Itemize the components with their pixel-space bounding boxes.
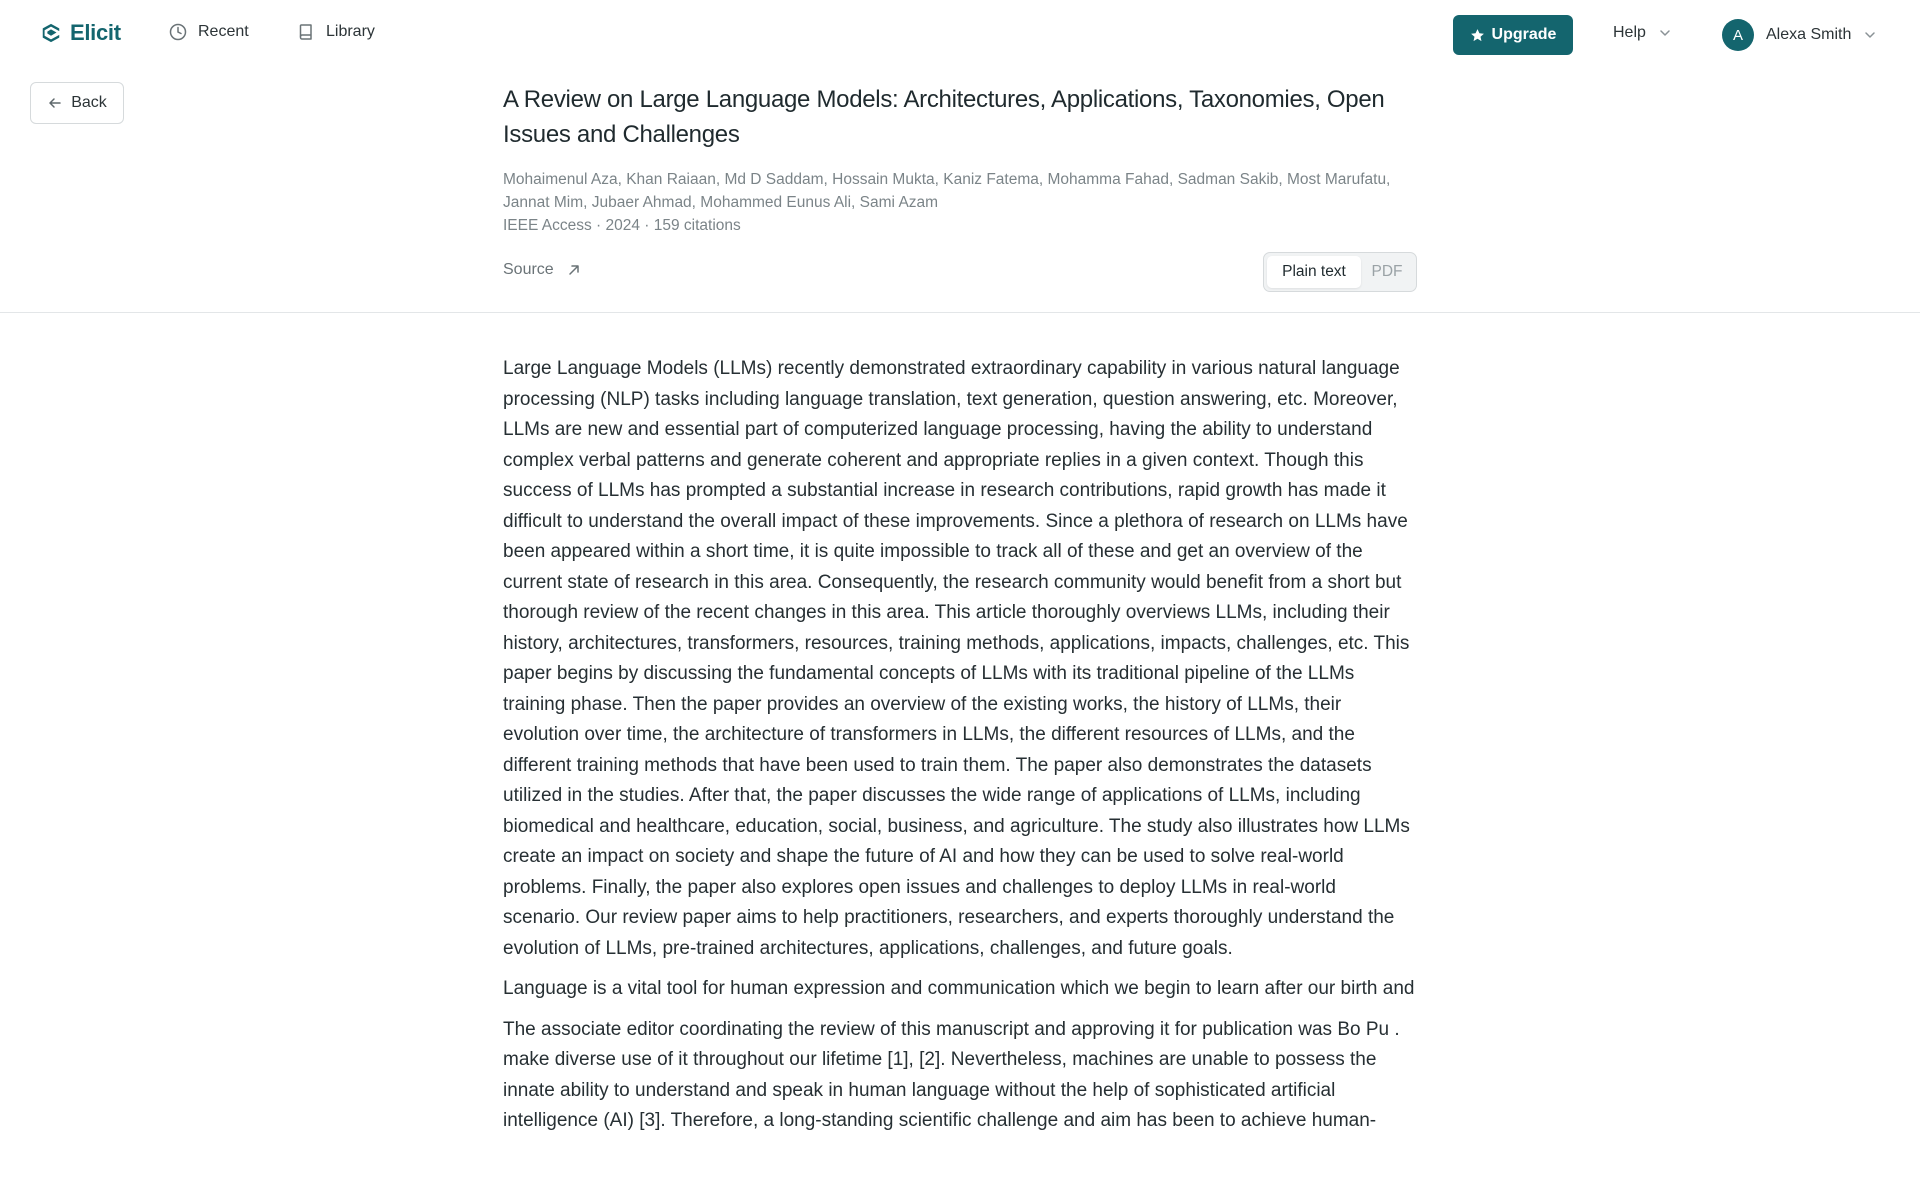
source-row bbox=[503, 252, 1417, 292]
nav-recent[interactable] bbox=[168, 22, 249, 42]
source-link[interactable] bbox=[503, 261, 582, 279]
avatar: A bbox=[1722, 19, 1754, 51]
arrow-left-icon bbox=[47, 95, 63, 111]
nav-library[interactable] bbox=[296, 22, 375, 42]
header-divider bbox=[0, 312, 1920, 313]
body-paragraph: Language is a vital tool for human expression and communication which we begin to learn after our birth and bbox=[503, 978, 1415, 999]
clock-icon bbox=[168, 22, 188, 42]
elicit-logo-icon bbox=[40, 22, 62, 44]
chevron-down-icon bbox=[1658, 26, 1672, 40]
view-toggle bbox=[1263, 252, 1417, 292]
upgrade-button[interactable] bbox=[1453, 15, 1573, 55]
nav-library-label: Library bbox=[326, 23, 375, 40]
app-name: Elicit bbox=[70, 20, 121, 45]
paper-meta: IEEE Access · 2024 · 159 citations bbox=[503, 217, 741, 234]
star-icon bbox=[1470, 28, 1485, 43]
back-label: Back bbox=[71, 94, 107, 111]
help-menu[interactable] bbox=[1613, 24, 1672, 42]
external-link-icon bbox=[566, 262, 582, 278]
help-label: Help bbox=[1613, 24, 1646, 41]
elicit-logo[interactable] bbox=[40, 20, 121, 46]
toggle-pdf[interactable]: PDF bbox=[1371, 263, 1403, 280]
toggle-plain-text[interactable]: Plain text bbox=[1267, 256, 1361, 288]
paper-title: A Review on Large Language Models: Architectures, Applications, Taxonomies, Open Issues and Challenges bbox=[503, 86, 1385, 148]
chevron-down-icon bbox=[1863, 28, 1877, 42]
upgrade-label: Upgrade bbox=[1491, 26, 1557, 43]
book-icon bbox=[296, 22, 316, 42]
top-navigation-bar bbox=[0, 0, 1920, 70]
paper-header bbox=[503, 82, 1417, 237]
back-button[interactable] bbox=[30, 82, 124, 124]
body-paragraph: The associate editor coordinating the review of this manuscript and approving it for publication was Bo Pu . make diverse use of it throughout our lifetime [1], [2]. Nevertheless, machines are unable to possess the innate ability to understand and speak in human language without the help of sophisticated artificial intelligence (AI) [3]. Therefore, a long-standing scientific challenge and aim has been to achieve human- bbox=[503, 1018, 1400, 1131]
source-label: Source bbox=[503, 261, 554, 278]
paper-authors: Mohaimenul Aza, Khan Raiaan, Md D Saddam, Hossain Mukta, Kaniz Fatema, Mohamma Fahad, Sadman Sakib, Most Marufatu, Jannat Mim, Jubaer Ahmad, Mohammed Eunus Ali, Sami Azam bbox=[503, 171, 1391, 211]
nav-recent-label: Recent bbox=[198, 23, 249, 40]
user-name: Alexa Smith bbox=[1766, 26, 1852, 43]
abstract-paragraph: Large Language Models (LLMs) recently demonstrated extraordinary capability in various natural language processing (NLP) tasks including language translation, text generation, question answering, etc. Moreover, LLMs are new and essential part of computerized language processing, having the ability to understand complex verbal patterns and generate coherent and appropriate replies in a given context. Though this success of LLMs has prompted a substantial increase in research contributions, rapid growth has made it difficult to understand the overall impact of these improvements. Since a plethora of research on LLMs have been appeared within a short time, it is quite impossible to track all of these and get an overview of the current state of research in this area. Consequently, the research community would benefit from a short but thorough review of the recent changes in this area. This article thoroughly overviews LLMs, including their history, architectures, transformers, resources, training methods, applications, impacts, challenges, etc. This paper begins by discussing the fundamental concepts of LLMs with its traditional pipeline of the LLMs training phase. Then the paper provides an overview of the existing works, the history of LLMs, their evolution over time, the architecture of transformers in LLMs, the different resources of LLMs, and the different training methods that have been used to train them. The paper also demonstrates the datasets utilized in the studies. After that, the paper discusses the wide range of applications of LLMs, including biomedical and healthcare, education, social, business, and agriculture. The study also illustrates how LLMs create an impact on society and shape the future of AI and how they can be used to solve real-world problems. Finally, the paper also explores open issues and challenges to deploy LLMs in real-world scenario. Our review paper aims to help practitioners, researchers, and experts thoroughly understand the evolution of LLMs, pre-trained architectures, applications, challenges, and future goals. bbox=[503, 358, 1410, 959]
paper-plain-text bbox=[503, 354, 1417, 1147]
user-menu[interactable] bbox=[1722, 19, 1877, 51]
